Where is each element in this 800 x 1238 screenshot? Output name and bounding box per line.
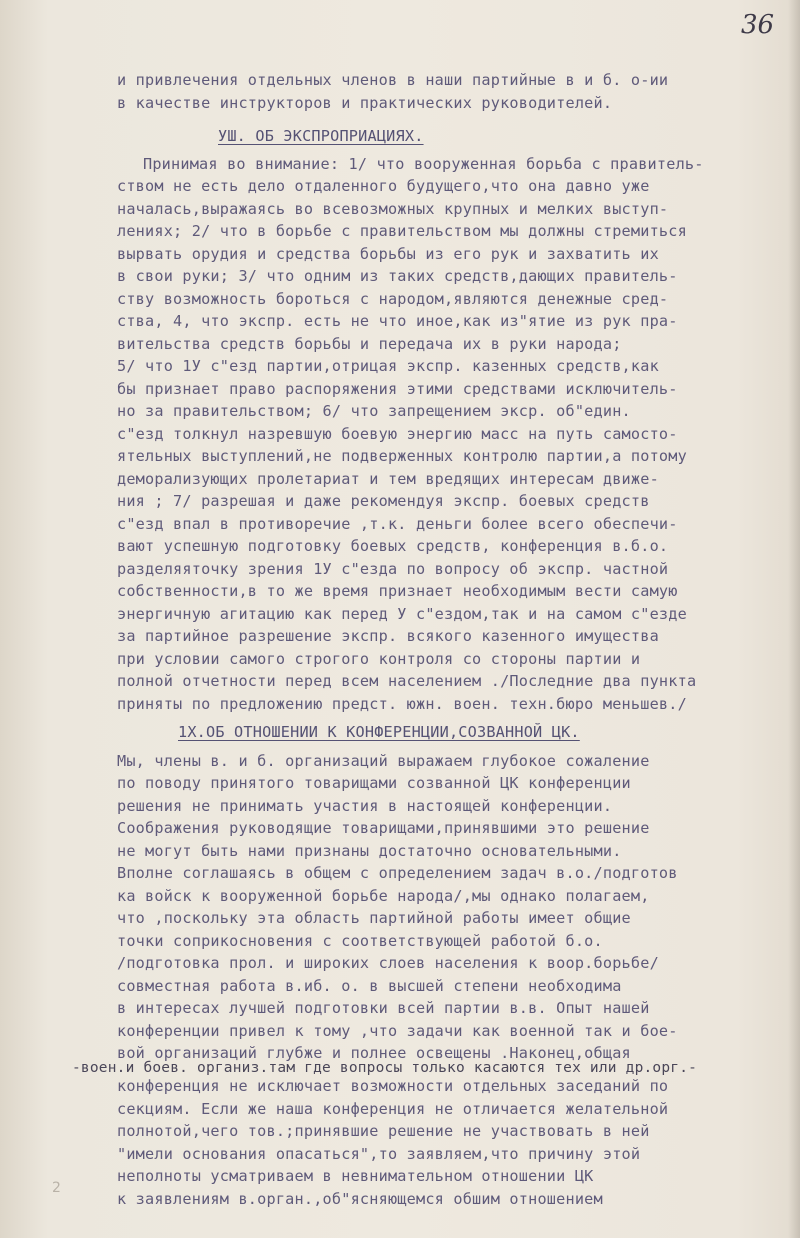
text-line: ства, 4, что экспр. есть не что иное,как из"ятие из рук пра- xyxy=(117,312,678,330)
text-line: решения не принимать участия в настоящей конференции. xyxy=(117,797,613,815)
text-line: по поводу принятого товарищами созванной ЦК конференции xyxy=(117,774,631,792)
text-line: ния ; 7/ разрешая и даже рекомендуя экспр. боевых средств xyxy=(117,492,650,510)
text-line: в интересах лучшей подготовки всей партии в.в. Опыт нашей xyxy=(117,999,650,1017)
text-line: в свои руки; 3/ что одним из таких средств,дающих правитель- xyxy=(117,267,678,285)
text-line: с"езд впал в противоречие ,т.к. деньги более всего обеспечи- xyxy=(117,515,678,533)
text-line: 5/ что 1У с"езд партии,отрицая экспр. казенных средств,как xyxy=(117,357,659,375)
text-line: вырвать орудия и средства борьбы из его рук и захватить их xyxy=(117,245,659,263)
text-line: Вполне соглашаясь в общем с определением задач в.о./подготов xyxy=(117,864,678,882)
text-line: неполноты усматриваем в невнимательном отношении ЦК xyxy=(117,1167,594,1185)
text-line: ству возможность бороться с народом,являются денежные сред- xyxy=(117,290,669,308)
text-line: при условии самого строгого контроля со стороны партии и xyxy=(117,650,641,668)
text-line: вой организаций глубже и полнее освещены .Наконец,общая xyxy=(117,1044,631,1062)
page-number: 36 xyxy=(741,10,775,40)
text-line: и привлечения отдельных членов в наши партийные в и б. о-ии xyxy=(117,71,669,89)
text-line: полнотой,чего тов.;принявшие решение не участвовать в ней xyxy=(117,1122,650,1140)
text-line: "имели основания опасаться",то заявляем,что причину этой xyxy=(117,1145,641,1163)
text-line: ством не есть дело отдаленного будущего,что она давно уже xyxy=(117,177,650,195)
text-line: лениях; 2/ что в борьбе с правительством мы должны стремиться xyxy=(117,222,687,240)
text-line: конференции привел к тому ,что задачи как военной так и бое- xyxy=(117,1022,678,1040)
text-line: разделяяточку зрения 1У с"езда по вопросу об экспр. частной xyxy=(117,560,669,578)
text-line: /подготовка прол. и широких слоев населения к воор.борьбе/ xyxy=(117,954,659,972)
text-line: но за правительством; 6/ что запрещением экср. об"един. xyxy=(117,402,631,420)
page-edge-shadow xyxy=(788,0,800,1238)
text-line: Мы, члены в. и б. организаций выражаем глубокое сожаление xyxy=(117,752,650,770)
text-line: вительства средств борьбы и передача их в руки народа; xyxy=(117,335,622,353)
text-line: точки соприкосновения с соответствующей работой б.о. xyxy=(117,932,603,950)
insertion-line: -воен.и боев. организ.там где вопросы только касаются тех или др.орг.- xyxy=(72,1060,698,1076)
text-line: что ,поскольку эта область партийной работы имеет общие xyxy=(117,909,631,927)
text-line: к заявлениям в.орган.,об"ясняющемся обшим отношением xyxy=(117,1190,603,1208)
text-line: ка войск к вооруженной борьбе народа/,мы однако полагаем, xyxy=(117,887,650,905)
text-line: полной отчетности перед всем населением ./Последние два пункта xyxy=(117,672,697,690)
text-line: деморализующих пролетариат и тем вредящих интересам движе- xyxy=(117,470,659,488)
text-line: Принимая во внимание: 1/ что вооруженная борьба с правитель- xyxy=(143,155,704,173)
text-line: бы признает право распоряжения этими средствами исключитель- xyxy=(117,380,678,398)
text-line: не могут быть нами признаны достаточно основательными. xyxy=(117,842,622,860)
text-line: собственности,в то же время признает необходимым вести самую xyxy=(117,582,678,600)
text-line: вают успешную подготовку боевых средств, конференция в.б.о. xyxy=(117,537,669,555)
text-line: приняты по предложению предст. южн. воен. техн.бюро меньшев./ xyxy=(117,695,687,713)
text-line: ятельных выступлений,не подверженных контролю партии,а потому xyxy=(117,447,687,465)
margin-mark: 2 xyxy=(52,1180,61,1196)
text-line: Соображения руководящие товарищами,принявшими это решение xyxy=(117,819,650,837)
text-line: с"езд толкнул назревшую боевую энергию масс на путь самосто- xyxy=(117,425,678,443)
text-line: в качестве инструкторов и практических руководителей. xyxy=(117,94,613,112)
text-line: совместная работа в.иб. о. в высшей степени необходима xyxy=(117,977,622,995)
section-heading: 1Х.ОБ ОТНОШЕНИИ К КОНФЕРЕНЦИИ,СОЗВАННОЙ ЦК. xyxy=(178,723,580,741)
text-line: энергичную агитацию как перед У с"ездом,так и на самом с"езде xyxy=(117,605,687,623)
text-line: за партийное разрешение экспр. всякого казенного имущества xyxy=(117,627,659,645)
text-line: конференция не исключает возможности отдельных заседаний по xyxy=(117,1077,669,1095)
section-heading: УШ. ОБ ЭКСПРОПРИАЦИЯХ. xyxy=(218,127,424,145)
text-line: секциям. Если же наша конференция не отличается желательной xyxy=(117,1100,669,1118)
text-line: началась,выражаясь во всевозможных крупных и мелких выступ- xyxy=(117,200,669,218)
